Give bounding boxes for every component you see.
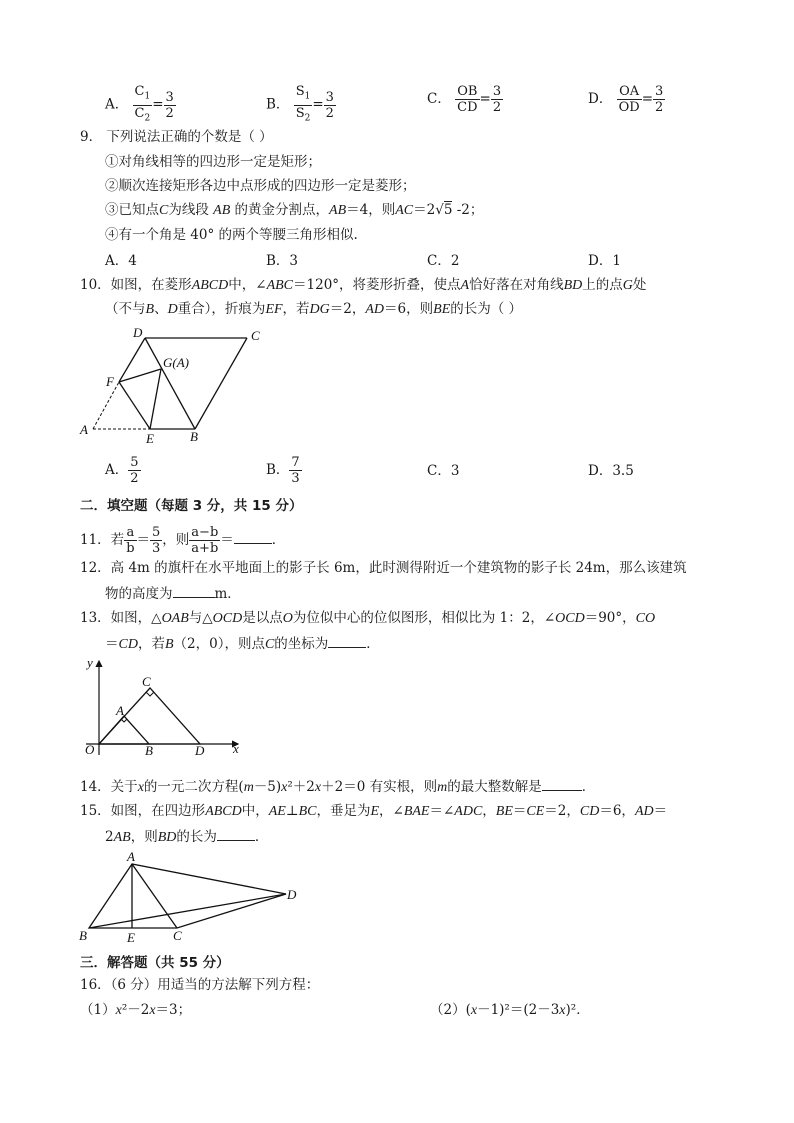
q9-statement-3: ③已知点C为线段 AB 的黄金分割点，AB＝4，则AC＝2√5 -2； [105,202,484,218]
q10-option-c: C．3 [427,463,460,479]
q10-edge-af [93,382,119,429]
q8-d-fraction: $\frac{OA}{OD}$ [618,84,640,115]
q10-label-f: F [106,374,114,389]
q13-right-angle-c [146,692,154,696]
q8-b-fraction: $\frac{S_1}{S_2}$ [295,84,311,124]
q13-answer-blank[interactable] [328,633,366,648]
q9-option-d: D．1 [588,253,621,269]
q15-label-a: A [127,849,135,864]
q13-label-b: B [145,743,153,758]
q9-option-c: C．2 [427,253,460,269]
q15-label-e: E [127,930,135,945]
q14-line: 14．关于x的一元二次方程(m－5)x²＋2x＋2＝0 有实根，则m的最大整数解是 ． [80,776,595,798]
q10-label-b: B [190,429,198,444]
q9-option-b: B．3 [266,253,299,269]
q8-option-b: B． $\frac{S_1}{S_2}$ = $\frac{3}{2}$ [266,84,336,126]
q8-option-d: D． $\frac{OA}{OD}$ = $\frac{3}{2}$ [588,84,664,115]
q12-line-1: 12．高 4m 的旗杆在水平地面上的影子长 6m，此时测得附近一个建筑物的影子长 24m，那么该建筑 [80,560,687,576]
q11-answer-blank[interactable] [234,529,272,544]
q13-triangle-oab [99,716,149,744]
q15-answer-blank[interactable] [217,826,255,841]
q10-fold-fe [119,382,150,429]
q12-line-2: 物的高度为 m． [105,583,241,604]
q11-line: 11．若 $\frac{a}{b}$ ＝ $\frac{5}{3}$ ，则 $\frac{a-b}{a+b}$ ＝ ． [80,525,286,556]
q12-answer-blank[interactable] [173,583,215,598]
q8-c-fraction: $\frac{OB}{CD}$ [457,84,478,115]
q15-label-d: D [287,887,297,902]
q13-label-d: D [195,743,205,758]
q13-label-x: x [233,741,239,756]
q10-option-b: B． $\frac{7}{3}$ [266,455,300,486]
q10-label-e: E [146,431,154,446]
sqrt-symbol: √ [435,202,444,218]
q8-option-c: C． $\frac{OB}{CD}$ = $\frac{3}{2}$ [427,84,502,115]
q14-answer-blank[interactable] [542,776,582,791]
q15-label-c: C [173,928,182,943]
q16-part-1: （1）x²－2x＝3； [80,1002,192,1018]
q10-rhombus-figure [75,322,275,447]
q10-edge-cb [195,338,247,429]
q10-label-d: D [133,325,143,340]
section-2-heading: 二．填空题（每题 3 分，共 15 分） [80,498,303,514]
q13-label-o: O [85,742,95,757]
q15-line-1: 15．如图，在四边形ABCD中，AE⊥BC，垂足为E，∠BAE＝∠ADC，BE＝CE＝2，CD＝6，AD＝ [80,803,668,819]
q16-part-2: （2）(x－1)²＝(2－3x)²． [430,1002,590,1018]
q13-label-y: y [87,655,93,670]
q15-quad-abcd [89,864,286,928]
q13-label-c: C [142,674,151,689]
q15-quadrilateral-figure [75,848,310,946]
q10-line-2: （不与B、D重合），折痕为EF，若DG＝2，AD＝6，则BE的长为（ ） [105,301,523,317]
q13-line-1: 13．如图，△OAB与△OCD是以点O为位似中心的位似图形，相似比为 1：2，∠OCD＝90°，CO [80,610,656,626]
section-3-heading: 三．解答题（共 55 分） [80,955,230,971]
q9-option-a: A．4 [105,253,137,269]
q13-label-a: A [116,703,124,718]
q13-right-angle-a [121,719,127,722]
q13-triangle-ocd [99,688,200,744]
q9-statement-4: ④有一个角是 40° 的两个等腰三角形相似. [105,227,358,243]
q15-bd [89,894,286,928]
q10-line-1: 10．如图，在菱形ABCD中，∠ABC＝120°，将菱形折叠，使点A恰好落在对角线BD上的点G处 [80,277,647,293]
q8-option-a: A． $\frac{C_1}{C_2}$ = $\frac{3}{2}$ [105,84,176,126]
q13-line-2: ＝CD，若B（2，0），则点C的坐标为 ． [105,633,380,655]
q10-label-a: A [80,422,88,437]
q9-statement-1: ①对角线相等的四边形一定是矩形； [105,154,321,170]
q15-ac [132,864,177,928]
q10-ge [150,369,161,429]
q13-coordinate-figure [78,655,258,760]
q15-line-2: 2AB，则BD的长为 ． [105,826,268,848]
q15-label-b: B [79,928,87,943]
q8-a-fraction: $\frac{C_1}{C_2}$ [134,84,151,124]
q10-option-d: D．3.5 [588,463,634,479]
q10-option-a: A． $\frac{5}{2}$ [105,455,139,486]
q16-stem: 16．（6 分）用适当的方法解下列方程： [80,977,320,993]
q9-stem: 9． 下列说法正确的个数是（ ） [80,129,273,145]
q10-label-g: G(A) [163,355,189,370]
q9-statement-2: ②顺次连接矩形各边中点形成的四边形一定是菱形； [105,178,416,194]
q10-label-c: C [251,328,260,343]
